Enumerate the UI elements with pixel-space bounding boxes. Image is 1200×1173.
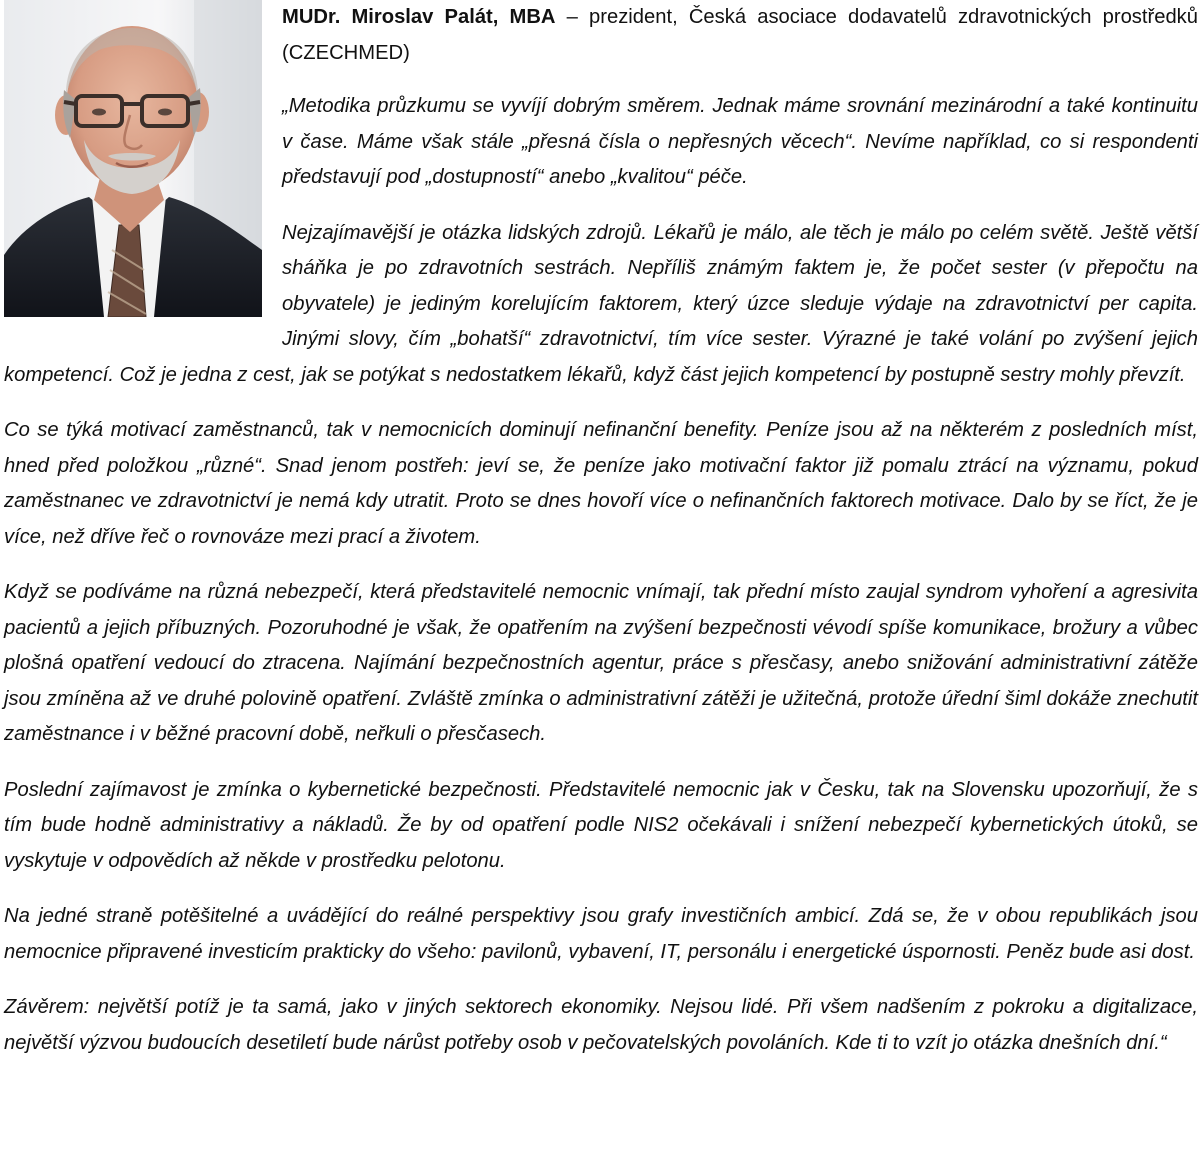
author-portrait-photo bbox=[4, 0, 262, 317]
quote-paragraph-2: Nejzajímavější je otázka lidských zdrojů. Lékařů je málo, ale těch je málo po celém světě. Ještě větší sháňka je po zdravotních sestrách. Nepříliš známým faktem je, že počet sester (v přepočtu na obyvatele) je jediným korelujícím faktorem, který úzce sleduje výdaje na zdravotnictví per capita. Jinými slovy, čím „bohatší“ zdravotnictví, tím více sester. Výrazné je také volání po zvýšení jejich kompetencí. Což je jedna z cest, jak se potýkat s nedostatkem lékařů, když část jejich kompetencí by postupně sestry mohly převzít. bbox=[4, 221, 1198, 386]
author-role: – prezident, Česká asociace dodavatelů zdravotnických prostředků (CZECHMED) bbox=[282, 6, 1199, 64]
article bbox=[4, 0, 1198, 1061]
quote-paragraph-1: „Metodika průzkumu se vyvíjí dobrým směrem. Jednak máme srovnání mezinárodní a také kontinuitu v čase. Máme však stále „přesná čísla o nepřesných věcech“. Nevíme například, co si respondenti představují pod „dostupností“ anebo „kvalitou“ péče. bbox=[282, 95, 1198, 188]
quote-paragraph-7: Závěrem: největší potíž je ta samá, jako v jiných sektorech ekonomiky. Nejsou lidé. Při všem nadšením z pokroku a digitalizace, největší výzvou budoucích desetiletí bude nárůst potřeby osob v pečovatelských povoláních. Kde ti to vzít jo otázka dnešních dní.“ bbox=[4, 996, 1198, 1054]
quote-paragraph-3: Co se týká motivací zaměstnanců, tak v nemocnicích dominují nefinanční benefity. Peníze jsou až na některém z posledních míst, hned před položkou „různé“. Snad jenom postřeh: jeví se, že peníze jako motivační faktor již pomalu ztrácí na významu, pokud zaměstnanec ve zdravotnictví je nemá kdy utratit. Proto se dnes hovoří více o nefinančních faktorech motivace. Dalo by se říct, že je více, než dříve řeč o rovnováze mezi prací a životem. bbox=[4, 419, 1198, 548]
quote-paragraph-6: Na jedné straně potěšitelné a uvádějící do reálné perspektivy jsou grafy investičních ambicí. Zdá se, že v obou republikách jsou nemocnice připravené investicím prakticky do všeho: pavilonů, vybavení, IT, personálu i energetické úspornosti. Peněz bude asi dost. bbox=[4, 905, 1198, 963]
quote-paragraph-4: Když se podíváme na různá nebezpečí, která představitelé nemocnic vnímají, tak přední místo zaujal syndrom vyhoření a agresivita pacientů a jejich příbuzných. Pozoruhodné je však, že opatřením na zvýšení bezpečnosti vévodí spíše komunikace, brožury a vůbec plošná opatření vedoucí do ztracena. Najímání bezpečnostních agentur, práce s přesčasy, anebo snižování administrativní zátěže jsou zmíněna až ve druhé polovině opatření. Zvláště zmínka o administrativní zátěži je užitečná, protože úřední šiml dokáže znechutit zaměstnance i v běžné pracovní době, neřkuli o přesčasech. bbox=[4, 581, 1198, 745]
author-portrait-illustration bbox=[4, 0, 262, 317]
author-name: MUDr. Miroslav Palát, MBA bbox=[282, 6, 556, 28]
quote-paragraph-5: Poslední zajímavost je zmínka o kybernetické bezpečnosti. Představitelé nemocnic jak v Česku, tak na Slovensku upozorňují, že s tím bude hodně administrativy a nákladů. Že by od opatření podle NIS2 očekávali i snížení nebezpečí kybernetických útoků, se vyskytuje v odpovědích až někde v prostředku pelotonu. bbox=[4, 778, 1198, 872]
